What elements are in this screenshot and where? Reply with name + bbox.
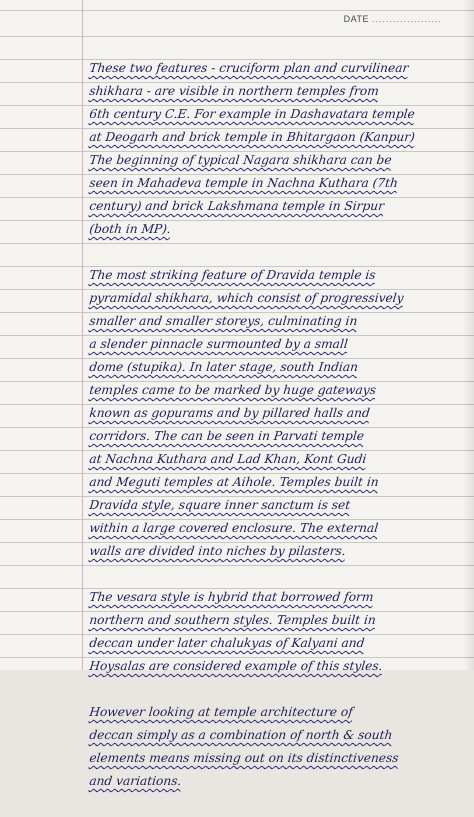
handwritten-line: dome (stupika). In later stage, south Indian (88, 360, 359, 374)
handwritten-line: elements means missing out on its distinctiveness (88, 751, 400, 765)
date-field (344, 14, 442, 24)
handwritten-line: deccan simply as a combination of north & south (88, 728, 394, 742)
paragraph (88, 58, 448, 242)
handwritten-line: The most striking feature of Dravida temple is (88, 268, 377, 282)
handwritten-line: at Nachna Kuthara and Lad Khan, Kont Gudi (88, 452, 368, 466)
handwritten-line: a slender pinnacle surmounted by a small (88, 337, 349, 351)
handwritten-line: The beginning of typical Nagara shikhara can be (88, 153, 393, 167)
margin-rule (82, 0, 83, 670)
page-edge-shadow (464, 0, 474, 670)
date-label: DATE (343, 14, 369, 24)
handwritten-line: pyramidal shikhara, which consist of progressively (88, 291, 405, 305)
handwritten-line: temples came to be marked by huge gateways (88, 383, 377, 397)
handwritten-line: (both in MP). (88, 222, 172, 236)
paragraph (88, 587, 448, 679)
handwritten-line: within a large covered enclosure. The external (88, 521, 379, 535)
handwritten-line: The vesara style is hybrid that borrowed form (88, 590, 375, 604)
handwritten-line: century) and brick Lakshmana temple in Sirpur (88, 199, 385, 213)
handwritten-line: 6th century C.E. For example in Dashavatara temple (88, 107, 416, 121)
handwritten-line: and Meguti temples at Aihole. Temples built in (88, 475, 380, 489)
handwritten-line: at Deogarh and brick temple in Bhitargaon (Kanpur) (88, 130, 416, 144)
paragraph (88, 702, 448, 794)
handwritten-line: walls are divided into niches by pilasters. (88, 544, 347, 558)
handwritten-notes (88, 58, 448, 817)
date-blank: .................... (371, 14, 442, 24)
handwritten-line: corridors. The can be seen in Parvati temple (88, 429, 365, 443)
handwritten-line: northern and southern styles. Temples built in (88, 613, 377, 627)
paragraph (88, 265, 448, 564)
handwritten-line: shikhara - are visible in northern temples from (88, 84, 380, 98)
handwritten-line: smaller and smaller storeys, culminating in (88, 314, 359, 328)
handwritten-line: seen in Mahadeva temple in Nachna Kuthara (7th (88, 176, 399, 190)
handwritten-line: These two features - cruciform plan and curvilinear (88, 61, 410, 75)
handwritten-line: Hoysalas are considered example of this styles. (88, 659, 384, 673)
handwritten-line: known as gopurams and by pillared halls and (88, 406, 371, 420)
handwritten-line: and variations. (88, 774, 183, 788)
handwritten-line: However looking at temple architecture of (88, 705, 354, 719)
handwritten-line: Dravida style, square inner sanctum is set (88, 498, 351, 512)
handwritten-line: deccan under later chalukyas of Kalyani and (88, 636, 366, 650)
